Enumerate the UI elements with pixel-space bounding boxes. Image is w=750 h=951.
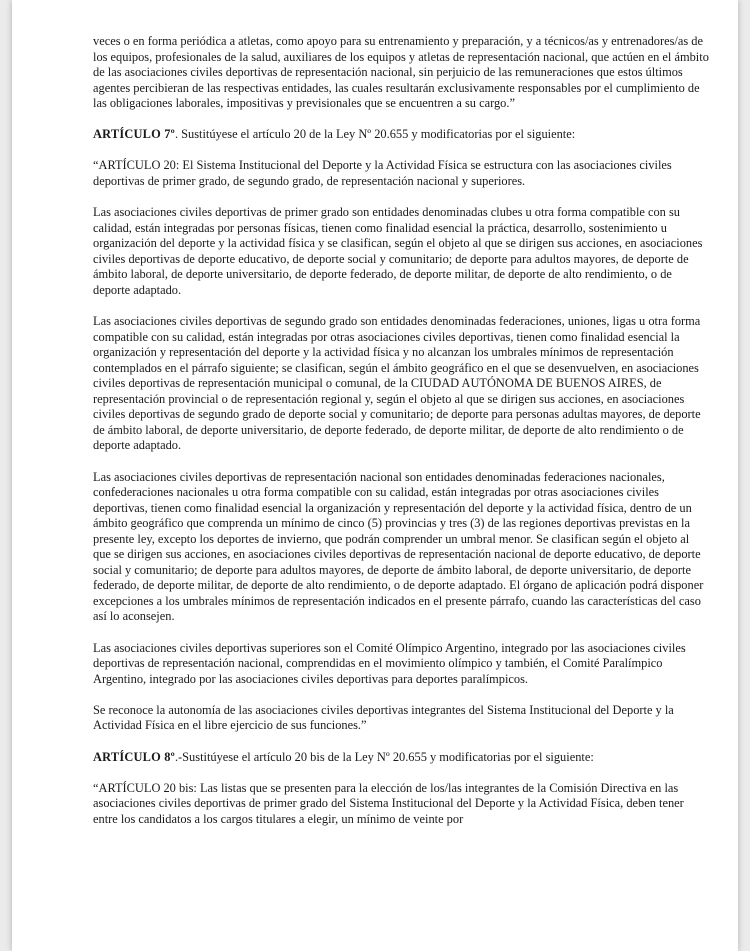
paragraph-primer-grado: Las asociaciones civiles deportivas de primer grado son entidades denominadas clubes u otra forma compatible con su calidad, están integradas por personas físicas, tienen como finalidad esencial la práctica, desarrollo, sostenimiento u organización del deporte y la actividad física y se clasifican, según el objeto al que se dirigen sus acciones, en asociaciones civiles deportivas de deporte educativo, de deporte social y comunitario; de deporte para adultos mayores, de deporte de ámbito laboral, de deporte universitario, de deporte federado, de deporte militar, de deporte de alto rendimiento, o de deporte adaptado. xyxy=(93,205,703,297)
paragraph-segundo-grado: Las asociaciones civiles deportivas de segundo grado son entidades denominadas federaciones, uniones, ligas u otra forma compatible con su calidad, están integradas por otras asociaciones civiles deportivas, tienen como finalidad esencial la organización y representación del deporte y la actividad física y no alcanzan los umbrales mínimos de representación contemplados en el párrafo siguiente; se clasifican, según el ámbito geográfico en el que se desenvuelven, en asociaciones civiles deportivas de representación municipal o comunal, de la CIUDAD AUTÓNOMA DE BUENOS AIRES, de representación provincial o de representación regional y, según el objeto al que se dirigen sus acciones, en asociaciones civiles deportivas de segundo grado de deporte social y comunitario; de deporte para personas adultas mayores, de deporte de ámbito laboral, de deporte universitario, de deporte federado, de deporte militar, de deporte de alto rendimiento o de deporte adaptado. xyxy=(93,314,701,453)
article-7-text: . Sustitúyese el artículo 20 de la Ley Nº 20.655 y modificatorias por el siguiente: xyxy=(174,127,576,142)
document-page xyxy=(12,0,738,951)
paragraph-article-20-bis: “ARTÍCULO 20 bis: Las listas que se presenten para la elección de los/las integrantes de la Comisión Directiva en las asociaciones civiles deportivas de primer grado del Sistema Institucional del Deporte y la Actividad Física, deben tener entre los candidatos a los cargos titulares a elegir, un mínimo de veinte por xyxy=(93,780,684,826)
article-7-title: ARTÍCULO 7º xyxy=(93,127,175,142)
document-body xyxy=(93,34,709,843)
paragraph-superiores: Las asociaciones civiles deportivas superiores son el Comité Olímpico Argentino, integrado por las asociaciones civiles deportivas de representación nacional, comprendidas en el movimiento olímpico y también, el Comité Paralímpico Argentino, integrado por las asociaciones civiles deportivas para deportes paralímpicos. xyxy=(93,640,686,686)
article-8-heading xyxy=(93,750,709,766)
article-8-text: .-Sustitúyese el artículo 20 bis de la Ley Nº 20.655 y modificatorias por el siguiente: xyxy=(174,749,594,764)
article-8-title: ARTÍCULO 8º xyxy=(93,749,175,764)
paragraph-intro: veces o en forma periódica a atletas, como apoyo para su entrenamiento y preparación, y a técnicos/as y entrenadores/as de los equipos, profesionales de la salud, auxiliares de los equipos y atletas de representación nacional, que actúen en el ámbito de las asociaciones civiles deportivas de representación nacional, sin perjuicio de las remuneraciones que estos últimos agentes percibieran de las respectivas entidades, las cuales resultarán exclusivamente responsables por el cumplimiento de las obligaciones laborales, impositivas y previsionales que se encuentren a su cargo.” xyxy=(93,34,709,111)
paragraph-article-20-intro: “ARTÍCULO 20: El Sistema Institucional del Deporte y la Actividad Física se estructura con las asociaciones civiles deportivas de primer grado, de segundo grado, de representación nacional y superiores. xyxy=(93,158,672,189)
paragraph-autonomia: Se reconoce la autonomía de las asociaciones civiles deportivas integrantes del Sistema Institucional del Deporte y la Actividad Física en el libre ejercicio de sus funciones.” xyxy=(93,702,674,733)
article-7-heading xyxy=(93,127,709,143)
paragraph-representacion-nacional: Las asociaciones civiles deportivas de representación nacional son entidades denominadas federaciones nacionales, confederaciones nacionales u otra forma compatible con su calidad, están integradas por otras asociaciones civiles deportivas, tienen como finalidad esencial la organización y representación del deporte y la actividad física, dentro de un ámbito geográfico que comprenda un mínimo de cinco (5) provincias y tres (3) de las regiones deportivas previstas en la presente ley, excepto los deportes de invierno, que podrán comprender un umbral menor. Se clasifican según el objeto al que se dirigen sus acciones, en asociaciones civiles deportivas de representación nacional de deporte educativo, de deporte social y comunitario; de deporte para adultos mayores, de deporte de ámbito laboral, de deporte universitario, de deporte federado, de deporte militar, de deporte de alto rendimiento, o de deporte adaptado. El órgano de aplicación podrá disponer excepciones a los umbrales mínimos de representación indicados en el presente párrafo, cuando las características del caso así lo aconsejen. xyxy=(93,469,704,624)
